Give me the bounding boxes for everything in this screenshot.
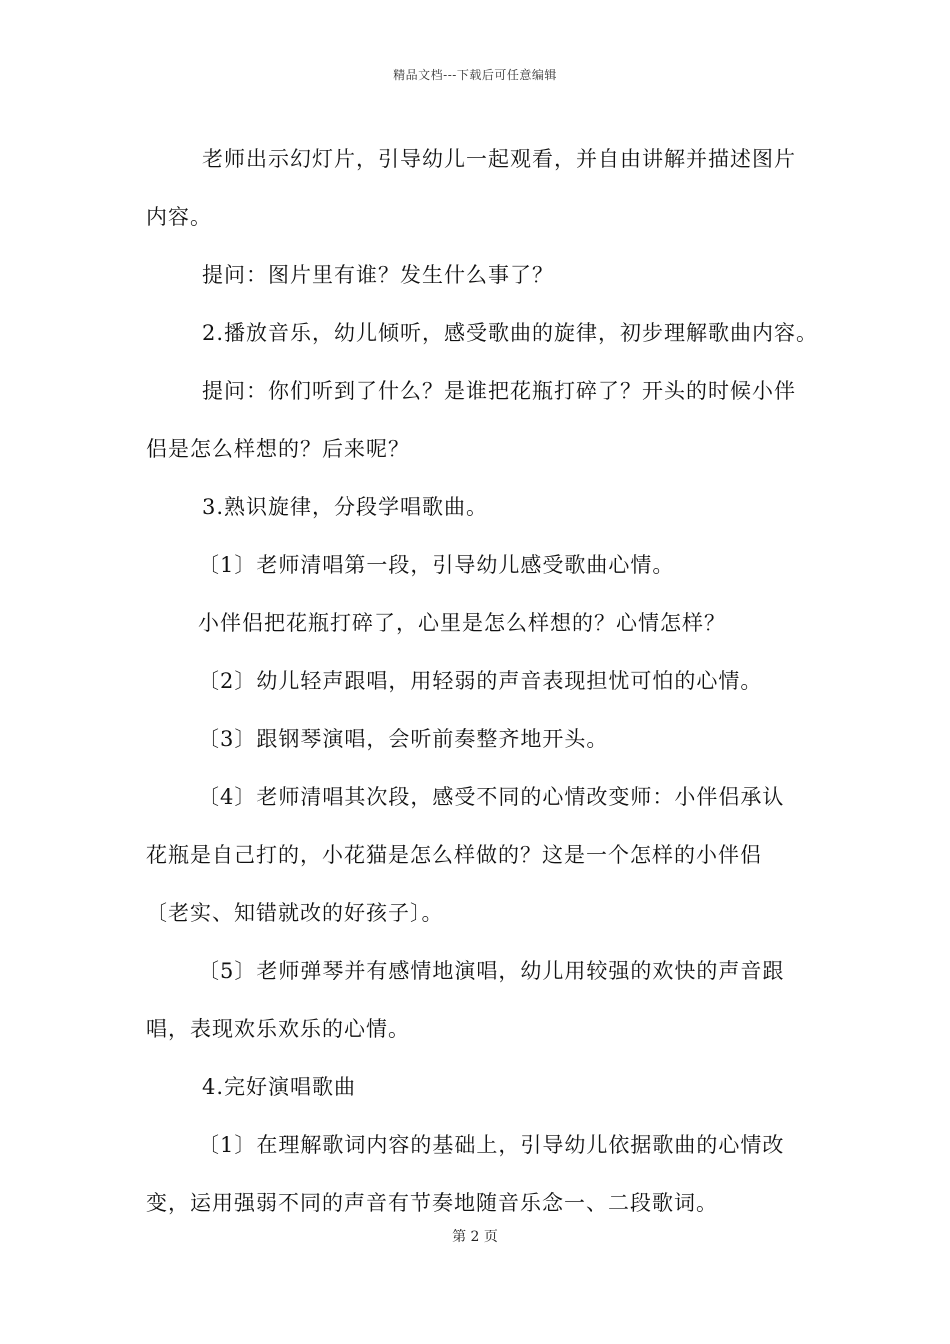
paragraph-line: 提问：你们听到了什么？是谁把花瓶打碎了？开头的时候小伴 bbox=[202, 379, 796, 403]
page-header: 精品文档---下载后可任意编辑 bbox=[393, 68, 557, 82]
paragraph-line: 提问：图片里有谁？发生什么事了？ bbox=[202, 263, 554, 287]
paragraph-line: 变，运用强弱不同的声音有节奏地随音乐念一、二段歌词。 bbox=[146, 1191, 718, 1215]
paragraph-line: 3.熟识旋律，分段学唱歌曲。 bbox=[202, 495, 489, 519]
paragraph-line: 〔老实、知错就改的好孩子〕。 bbox=[146, 901, 444, 925]
paragraph-line: 4.完好演唱歌曲 bbox=[202, 1075, 357, 1099]
paragraph-line: 唱，表现欢乐欢乐的心情。 bbox=[146, 1017, 410, 1041]
paragraph-line: 小伴侣把花瓶打碎了，心里是怎么样想的？心情怎样？ bbox=[198, 611, 726, 635]
page-number: 第 2 页 bbox=[452, 1229, 498, 1245]
paragraph-line: 〔5〕老师弹琴并有感情地演唱，幼儿用较强的欢快的声音跟 bbox=[198, 959, 785, 983]
paragraph-line: 内容。 bbox=[146, 205, 212, 229]
paragraph-line: 老师出示幻灯片，引导幼儿一起观看，并自由讲解并描述图片 bbox=[202, 147, 796, 171]
paragraph-line: 〔2〕幼儿轻声跟唱，用轻弱的声音表现担忧可怕的心情。 bbox=[198, 669, 763, 693]
paragraph-line: 〔1〕在理解歌词内容的基础上，引导幼儿依据歌曲的心情改 bbox=[198, 1133, 785, 1157]
paragraph-line: 〔4〕老师清唱其次段，感受不同的心情改变师：小伴侣承认 bbox=[198, 785, 785, 809]
paragraph-line: 侣是怎么样想的？后来呢？ bbox=[146, 437, 410, 461]
paragraph-line: 2.播放音乐，幼儿倾听，感受歌曲的旋律，初步理解歌曲内容。 bbox=[202, 321, 819, 345]
paragraph-line: 〔3〕跟钢琴演唱，会听前奏整齐地开头。 bbox=[198, 727, 609, 751]
document-body bbox=[146, 130, 819, 1232]
paragraph-line: 〔1〕老师清唱第一段，引导幼儿感受歌曲心情。 bbox=[198, 553, 675, 577]
paragraph-line: 花瓶是自己打的，小花猫是怎么样做的？这是一个怎样的小伴侣 bbox=[146, 843, 762, 867]
